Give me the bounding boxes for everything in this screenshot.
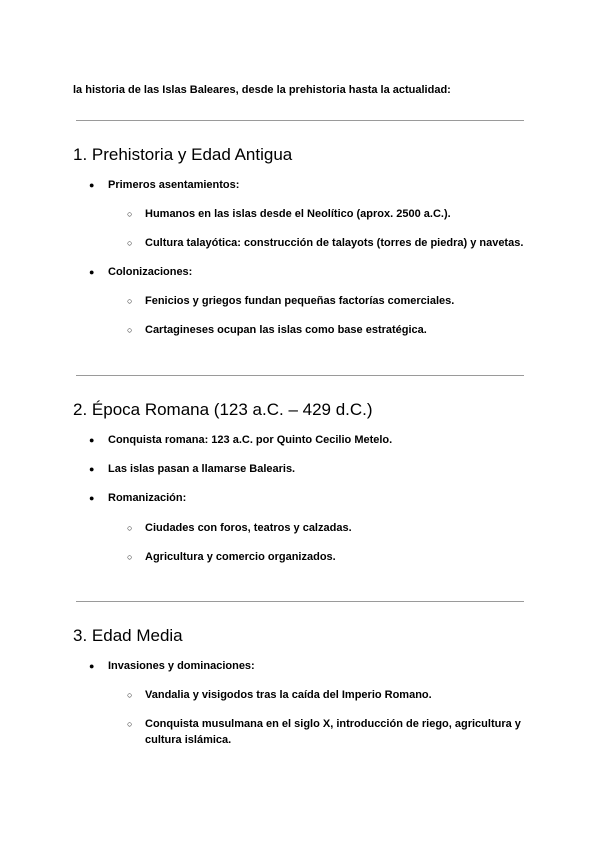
section-heading-prehistoria: 1. Prehistoria y Edad Antigua: [73, 145, 293, 164]
bullet-item: [89, 490, 528, 506]
sub-bullet-text: Cultura talayótica: construcción de talayots (torres de piedra) y navetas.: [145, 237, 524, 249]
sub-bullet-item: [127, 206, 530, 222]
section-heading-edad-media: 3. Edad Media: [73, 626, 183, 645]
sub-bullet-text: Fenicios y griegos fundan pequeñas factorías comerciales.: [145, 295, 455, 307]
sub-bullet-text: Cartagineses ocupan las islas como base estratégica.: [145, 324, 427, 336]
sub-bullet-item: [127, 687, 530, 703]
bullet-icon: ●: [89, 180, 95, 190]
circle-bullet-icon: ○: [127, 690, 133, 700]
bullet-text: Conquista romana: 123 a.C. por Quinto Cecilio Metelo.: [108, 434, 393, 446]
sub-bullet-text: Agricultura y comercio organizados.: [145, 551, 336, 563]
sub-bullet-text: Conquista musulmana en el siglo X, introducción de riego, agricultura y cultura islámica.: [145, 718, 521, 746]
circle-bullet-icon: ○: [127, 238, 133, 248]
circle-bullet-icon: ○: [127, 523, 133, 533]
sub-bullet-item: [127, 520, 530, 536]
sub-bullet-text: Vandalia y visigodos tras la caída del Imperio Romano.: [145, 689, 432, 701]
bullet-item: [89, 264, 528, 280]
sub-bullet-item: [127, 549, 530, 565]
section-divider: [76, 601, 524, 602]
bullet-item: [89, 658, 528, 674]
circle-bullet-icon: ○: [127, 296, 133, 306]
circle-bullet-icon: ○: [127, 325, 133, 335]
section-divider: [76, 120, 524, 121]
bullet-text: Romanización:: [108, 492, 187, 504]
sub-bullet-item: [127, 322, 530, 338]
bullet-text: Las islas pasan a llamarse Balearis.: [108, 463, 296, 475]
bullet-text: Invasiones y dominaciones:: [108, 660, 255, 672]
section-heading-epoca-romana: 2. Época Romana (123 a.C. – 429 d.C.): [73, 400, 373, 419]
circle-bullet-icon: ○: [127, 209, 133, 219]
bullet-icon: ●: [89, 493, 95, 503]
sub-bullet-item: [127, 293, 530, 309]
bullet-icon: ●: [89, 464, 95, 474]
section-divider: [76, 375, 524, 376]
bullet-item: [89, 177, 528, 193]
bullet-icon: ●: [89, 661, 95, 671]
bullet-icon: ●: [89, 435, 95, 445]
sub-bullet-text: Humanos en las islas desde el Neolítico (aprox. 2500 a.C.).: [145, 208, 451, 220]
circle-bullet-icon: ○: [127, 552, 133, 562]
intro-text: la historia de las Islas Baleares, desde la prehistoria hasta la actualidad:: [73, 84, 451, 96]
bullet-item: [89, 461, 528, 477]
sub-bullet-item: [127, 235, 530, 251]
bullet-icon: ●: [89, 267, 95, 277]
bullet-item: [89, 432, 528, 448]
bullet-text: Primeros asentamientos:: [108, 179, 240, 191]
sub-bullet-text: Ciudades con foros, teatros y calzadas.: [145, 522, 352, 534]
circle-bullet-icon: ○: [127, 719, 133, 729]
sub-bullet-item: [127, 716, 530, 748]
bullet-text: Colonizaciones:: [108, 266, 193, 278]
